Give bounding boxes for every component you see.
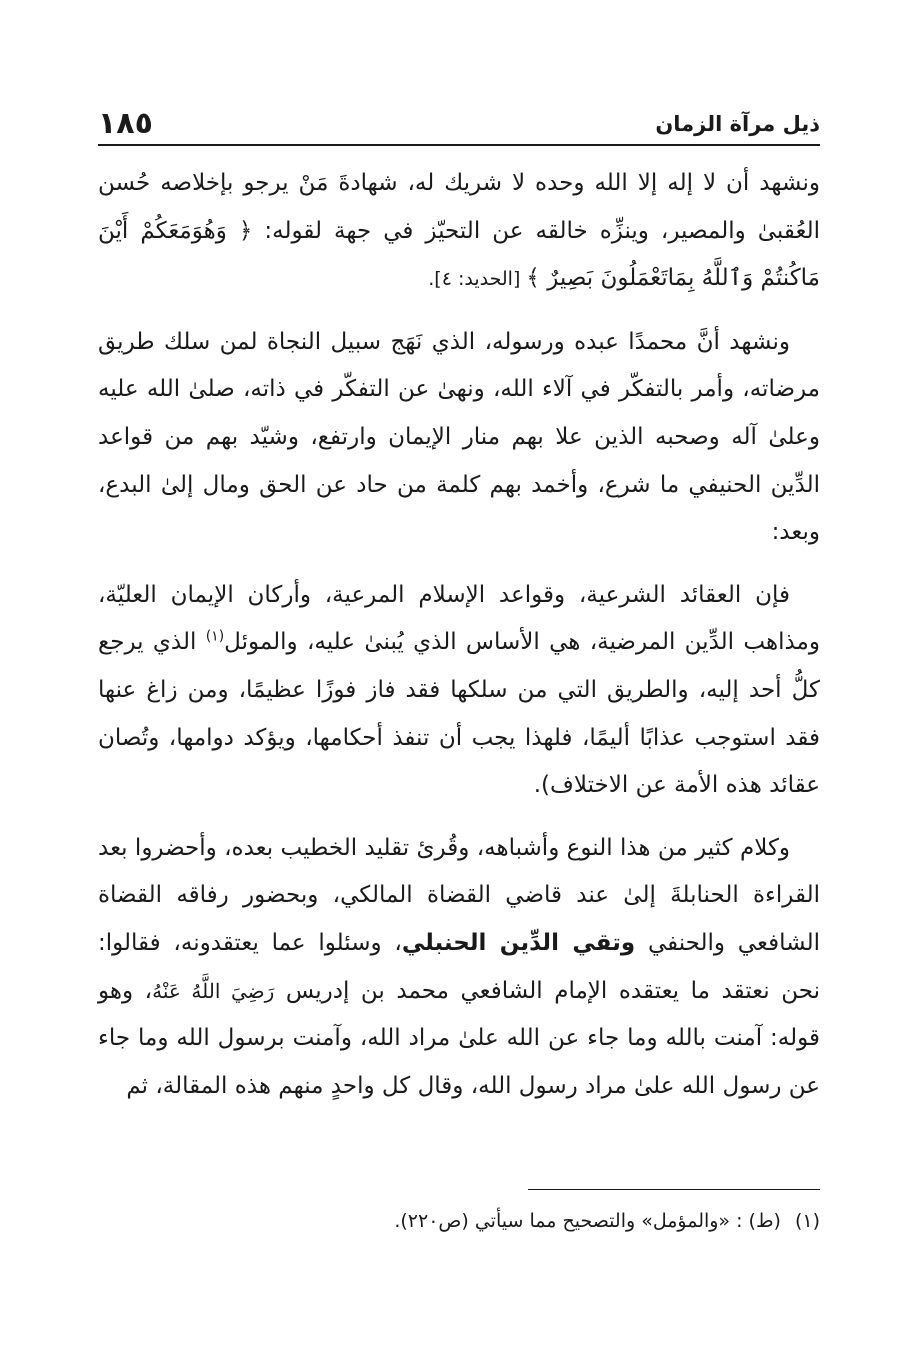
paragraph-3-text-a: فإن العقائد الشرعية، وقواعد الإسلام المرعية، وأركان الإيمان العليّة، ومذاهب الدِّين المرضية، هي الأساس الذي يُبنىٰ عليه، والموئل bbox=[98, 581, 820, 656]
paragraph-3-text-b: الذي يرجع كلُّ أحد إليه، والطريق التي من سلكها فقد فاز فوزًا عظيمًا، ومن زاغ عنها فقد استوجب عذابًا أليمًا، فلهذا يجب أن تنفذ أحكامها، ويؤكد دوامها، وتُصان عقائد هذه الأمة عن الاختلاف). bbox=[98, 629, 820, 799]
honorific-ligature: رَضِيَ اللَّهُ عَنْهُ bbox=[152, 978, 275, 1003]
footnotes bbox=[98, 1205, 820, 1237]
quran-verse: ﴿ وَهُوَمَعَكُمْ أَيْنَ مَاكُنتُمْ وَٱللَّهُ بِمَاتَعْمَلُونَ بَصِيرٌ ﴾ bbox=[98, 217, 820, 292]
running-title: ذيل مرآة الزمان bbox=[655, 112, 820, 136]
verse-reference: [الحديد: ٤]. bbox=[428, 268, 527, 291]
main-text bbox=[98, 160, 820, 1110]
page-header bbox=[98, 108, 820, 146]
footnote-1-marker: (١) bbox=[794, 1210, 820, 1232]
paragraph-4-text-a: وكلام كثير من هذا النوع وأشباهه، وقُرئ تقليد الخطيب بعده، وأحضروا بعد القراءة الحنابلةَ إلىٰ عند قاضي القضاة المالكي، وبحضور رفاقه القضاة الشافعي والحنفي bbox=[98, 834, 820, 956]
paragraph-4 bbox=[98, 825, 820, 1111]
paragraph-4-text-b: ، وسئلوا عما يعتقدونه، فقالوا: نحن نعتقد ما يعتقده الإمام الشافعي محمد بن إدريس bbox=[98, 929, 820, 1004]
paragraph-4-text-c: ، وهو قوله: آمنت بالله وما جاء عن الله علىٰ مراد الله، وآمنت برسول الله وما جاء عن رسول الله علىٰ مراد رسول الله، وقال كل واحدٍ منهم هذه المقالة، ثم bbox=[98, 977, 820, 1099]
paragraph-3 bbox=[98, 572, 820, 810]
paragraph-2: ونشهد أنَّ محمدًا عبده ورسوله، الذي نَهَج سبيل النجاة لمن سلك طريق مرضاته، وأمر بالتفكّر في آلاء الله، ونهىٰ عن التفكّر في ذاته، صلىٰ الله عليه وعلىٰ آله وصحبه الذين علا بهم منار الإيمان وارتفع، وشيّد بهم من قواعد الدِّين الحنيفي ما شرع، وأخمد بهم كلمة من حاد عن الحق ومال إلىٰ البدع، وبعد: bbox=[98, 328, 820, 546]
bold-name: وتقي الدِّين الحنبلي bbox=[401, 929, 636, 956]
paragraph-1 bbox=[98, 160, 820, 304]
footnote-separator bbox=[528, 1189, 820, 1190]
footnote-marker[interactable]: (١) bbox=[205, 628, 225, 645]
paragraph-1-text: ونشهد أن لا إله إلا الله وحده لا شريك له، شهادةَ مَنْ يرجو بإخلاصه حُسن العُقبىٰ والمصير، وينزِّه خالقه عن التحيّز في جهة لقوله: bbox=[98, 170, 820, 244]
footnote-1-text: (ط) : «والمؤمل» والتصحيح مما سيأتي (ص٢٢٠). bbox=[394, 1210, 781, 1232]
page-number: ١٨٥ bbox=[98, 106, 153, 141]
footnote-1 bbox=[98, 1205, 820, 1237]
